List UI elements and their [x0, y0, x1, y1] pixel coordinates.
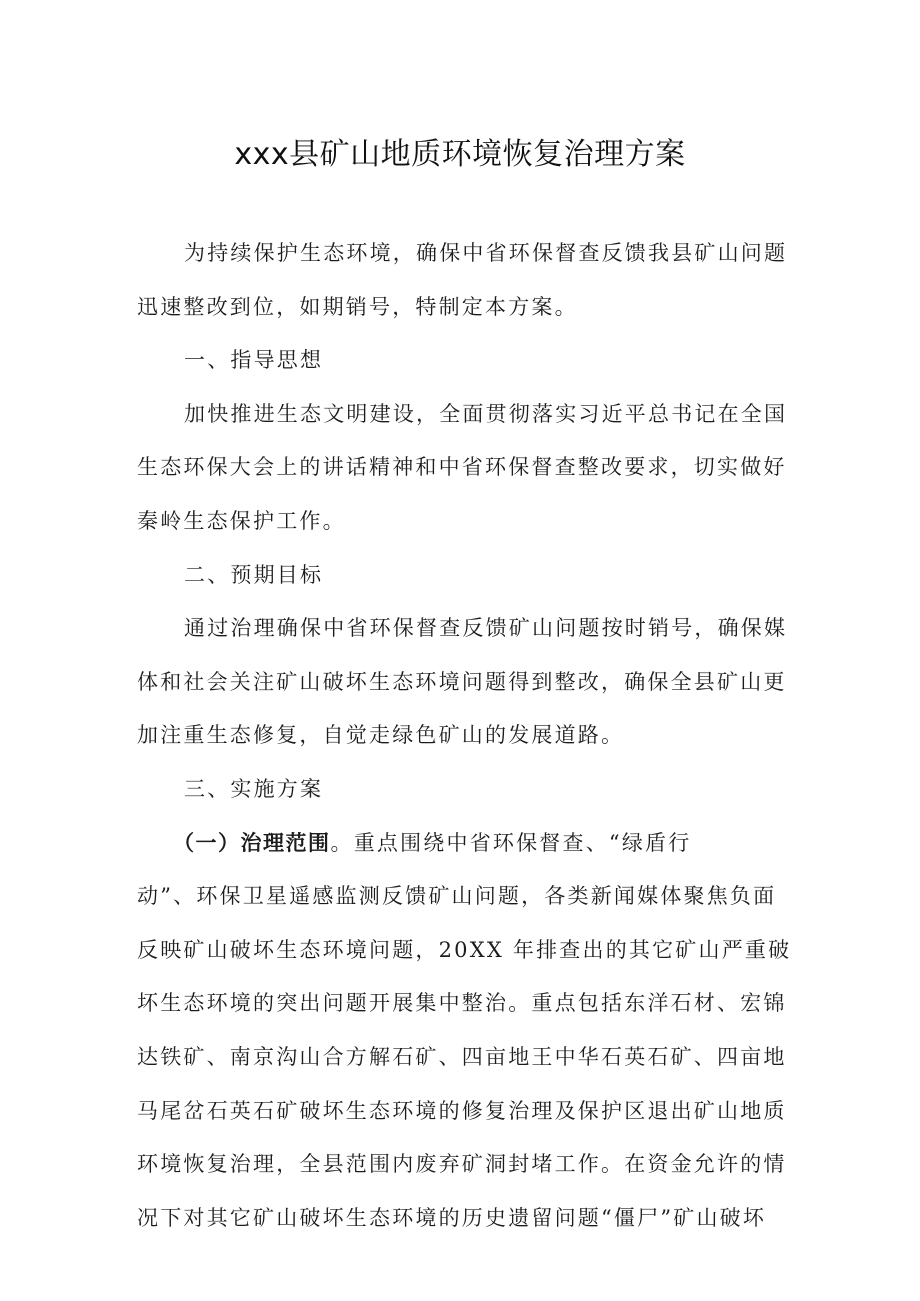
- paragraph-line: 况下对其它矿山破坏生态环境的历史遗留问题“僵尸”矿山破坏: [137, 1205, 767, 1230]
- paragraph-line: 反映矿山破坏生态环境问题，20XX 年排查出的其它矿山严重破: [137, 937, 792, 962]
- subsection-first-line: [137, 821, 793, 875]
- subsection-text: 重点围绕中省环保督查、“绿盾行: [353, 830, 692, 855]
- paragraph-line: 秦岭生态保护工作。: [137, 508, 346, 533]
- paragraph-line: 加注重生态修复，自觉走绿色矿山的发展道路。: [137, 723, 625, 748]
- subsection-label: （一）治理范围: [173, 830, 331, 855]
- document-title: xxx县矿山地质环境恢复治理方案: [234, 137, 686, 172]
- paragraph-line: 动”、环保卫星遥感监测反馈矿山问题，各类新闻媒体聚焦负面: [137, 884, 777, 909]
- section-heading: 三、实施方案: [184, 776, 324, 801]
- section-heading: 二、预期目标: [184, 562, 324, 587]
- paragraph-line: 坏生态环境的突出问题开展集中整治。重点包括东洋石材、宏锦: [137, 991, 787, 1016]
- paragraph-line: 环境恢复治理，全县范围内废弃矿洞封堵工作。在资金允许的情: [137, 1152, 787, 1177]
- paragraph-line: 加快推进生态文明建设，全面贯彻落实习近平总书记在全国: [184, 401, 788, 426]
- paragraph-line: 生态环保大会上的讲话精神和中省环保督查整改要求，切实做好: [137, 455, 787, 480]
- intro-line: 迅速整改到位，如期销号，特制定本方案。: [137, 294, 578, 319]
- subsection-label-punct: 。: [330, 830, 354, 855]
- section-heading: 一、指导思想: [184, 348, 324, 373]
- paragraph-line: 体和社会关注矿山破坏生态环境问题得到整改，确保全县矿山更: [137, 669, 787, 694]
- paragraph-line: 达铁矿、南京沟山合方解石矿、四亩地王中华石英石矿、四亩地: [137, 1044, 787, 1069]
- paragraph-line: 通过治理确保中省环保督查反馈矿山问题按时销号，确保媒: [184, 616, 788, 641]
- intro-line: 为持续保护生态环境，确保中省环保督查反馈我县矿山问题: [184, 241, 788, 265]
- document-body: [137, 231, 793, 1249]
- paragraph-line: 马尾岔石英石矿破坏生态环境的修复治理及保护区退出矿山地质: [137, 1098, 787, 1123]
